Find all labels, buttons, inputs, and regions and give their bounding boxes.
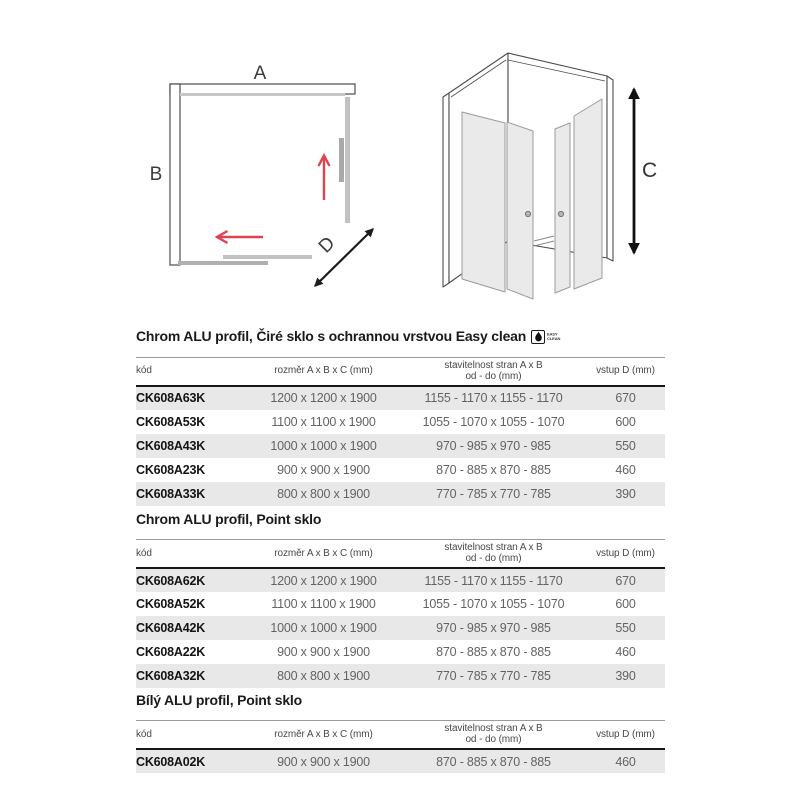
spec-section (136, 692, 665, 773)
adjustability-cell: 870 - 885 x 870 - 885 (436, 754, 551, 769)
adjustability-cell: 770 - 785 x 770 - 785 (436, 669, 551, 683)
plan-diagram (135, 45, 425, 315)
col-header-dimensions: rozměr A x B x C (mm) (246, 540, 401, 569)
spec-section (136, 511, 665, 688)
entry-width-cell: 550 (615, 438, 636, 453)
product-code-cell: CK608A22K (136, 645, 206, 659)
entry-width-cell: 390 (615, 486, 636, 501)
table-row (136, 592, 665, 616)
col-header-adjustability-line2: od - do (mm) (465, 553, 522, 564)
sliding-door-right (339, 138, 344, 182)
table-row (136, 482, 665, 506)
door-arrow-left (217, 231, 263, 243)
door-knob-left (525, 211, 530, 216)
col-header-adjustability-line1: stavitelnost stran A x B (444, 723, 543, 734)
easy-clean-badge (531, 328, 563, 346)
table-row (136, 749, 665, 773)
adjustability-cell: 870 - 885 x 870 - 885 (436, 462, 551, 477)
adjustability-cell: 1055 - 1070 x 1055 - 1070 (422, 414, 565, 429)
entry-width-cell: 600 (615, 597, 636, 611)
glass-door-right (555, 123, 570, 293)
glass-door-left (507, 122, 533, 299)
dimensions-cell: 1100 x 1100 x 1900 (271, 597, 376, 611)
easy-clean-line2: CLEAN (547, 336, 561, 341)
col-header-dimensions: rozměr A x B x C (mm) (246, 357, 401, 386)
table-header-row (136, 357, 665, 386)
product-code-cell: CK608A52K (136, 597, 206, 611)
dimension-label-d: D (314, 232, 340, 258)
dimensions-cell: 1200 x 1200 x 1900 (270, 391, 377, 406)
easy-clean-line1: EASY (547, 331, 558, 337)
product-code-cell: CK608A42K (136, 621, 206, 635)
table-row (136, 458, 665, 482)
spec-section (136, 328, 665, 506)
col-header-adjustability-line1: stavitelnost stran A x B (444, 542, 543, 553)
dimensions-cell: 900 x 900 x 1900 (277, 462, 370, 477)
entry-width-cell: 550 (615, 621, 636, 635)
dimensions-cell: 1000 x 1000 x 1900 (270, 438, 377, 453)
adjustability-cell: 970 - 985 x 970 - 985 (436, 621, 551, 635)
col-header-adjustability-line2: od - do (mm) (465, 734, 522, 745)
dimensions-cell: 800 x 800 x 1900 (277, 486, 370, 501)
product-code-cell: CK608A02K (136, 754, 206, 769)
section-title (136, 328, 665, 346)
table-row (136, 568, 665, 592)
fixed-panel-bottom (223, 255, 312, 259)
spec-table (136, 357, 665, 506)
section-title (136, 692, 665, 709)
section-title-text: Chrom ALU profil, Čiré sklo s ochrannou vrstvou Easy clean (136, 328, 527, 345)
col-header-adjustability-line1: stavitelnost stran A x B (444, 359, 543, 371)
col-header-code: kód (136, 721, 246, 750)
entry-width-cell: 460 (615, 462, 636, 477)
table-header-row (136, 540, 665, 569)
adjustability-cell: 970 - 985 x 970 - 985 (436, 438, 551, 453)
table-row (136, 640, 665, 664)
easy-clean-text (547, 331, 561, 341)
table-header-row (136, 721, 665, 750)
dimensions-cell: 1200 x 1200 x 1900 (270, 573, 377, 588)
adjustability-cell: 1155 - 1170 x 1155 - 1170 (424, 573, 563, 588)
col-header-adjustability (401, 721, 586, 750)
entry-width-cell: 600 (615, 414, 636, 429)
section-title (136, 511, 665, 528)
dimension-label-a: A (253, 63, 267, 84)
door-knob-right (558, 211, 563, 216)
dimensions-cell: 1000 x 1000 x 1900 (270, 621, 377, 635)
section-title-text: Bílý ALU profil, Point sklo (136, 692, 302, 708)
back-wall-right-edge (607, 76, 613, 261)
product-code-cell: CK608A23K (136, 462, 206, 477)
col-header-adjustability (401, 357, 586, 386)
adjustability-cell: 1155 - 1170 x 1155 - 1170 (424, 391, 563, 406)
glass-panel-fixed-right (574, 99, 602, 289)
entry-width-cell: 460 (615, 645, 636, 659)
col-header-adjustability (401, 540, 586, 569)
dimension-label-c: C (642, 159, 658, 182)
table-row (136, 410, 665, 434)
easy-clean-drop-icon (531, 330, 545, 344)
fixed-panel-right (345, 97, 350, 223)
wall-left (170, 84, 180, 265)
col-header-entry: vstup D (mm) (586, 540, 665, 569)
product-code-cell: CK608A62K (136, 573, 206, 588)
col-header-code: kód (136, 540, 246, 569)
product-code-cell: CK608A43K (136, 438, 206, 453)
entry-width-cell: 670 (615, 573, 636, 588)
product-code-cell: CK608A53K (136, 414, 206, 429)
entry-width-cell: 390 (615, 669, 636, 683)
dimension-label-b: B (149, 164, 163, 185)
dimensions-cell: 1100 x 1100 x 1900 (271, 414, 376, 429)
spec-table (136, 720, 665, 773)
iso-diagram (430, 35, 670, 325)
product-code-cell: CK608A33K (136, 486, 206, 501)
entry-width-cell: 670 (615, 391, 636, 406)
product-code-cell: CK608A63K (136, 391, 206, 406)
section-title-text: Chrom ALU profil, Point sklo (136, 511, 322, 527)
adjustability-cell: 870 - 885 x 870 - 885 (436, 645, 551, 659)
door-arrow-up (319, 156, 330, 201)
wall-top (170, 84, 355, 94)
table-row (136, 434, 665, 458)
dimensions-cell: 800 x 800 x 1900 (277, 669, 370, 683)
col-header-dimensions: rozměr A x B x C (mm) (246, 721, 401, 750)
spec-table (136, 539, 665, 688)
sliding-door-bottom (178, 261, 268, 265)
back-wall-left-edge (443, 93, 449, 287)
glass-panel-fixed-left (462, 112, 505, 292)
dimensions-cell: 900 x 900 x 1900 (277, 754, 370, 769)
col-header-code: kód (136, 357, 246, 386)
col-header-adjustability-line2: od - do (mm) (465, 370, 522, 382)
adjustability-cell: 770 - 785 x 770 - 785 (436, 486, 551, 501)
col-header-entry: vstup D (mm) (586, 721, 665, 750)
col-header-entry: vstup D (mm) (586, 357, 665, 386)
table-row (136, 386, 665, 410)
top-track (180, 93, 345, 96)
table-row (136, 616, 665, 640)
table-row (136, 664, 665, 688)
entry-width-cell: 460 (615, 754, 636, 769)
dimensions-cell: 900 x 900 x 1900 (277, 645, 370, 659)
product-code-cell: CK608A32K (136, 669, 206, 683)
adjustability-cell: 1055 - 1070 x 1055 - 1070 (422, 597, 565, 611)
